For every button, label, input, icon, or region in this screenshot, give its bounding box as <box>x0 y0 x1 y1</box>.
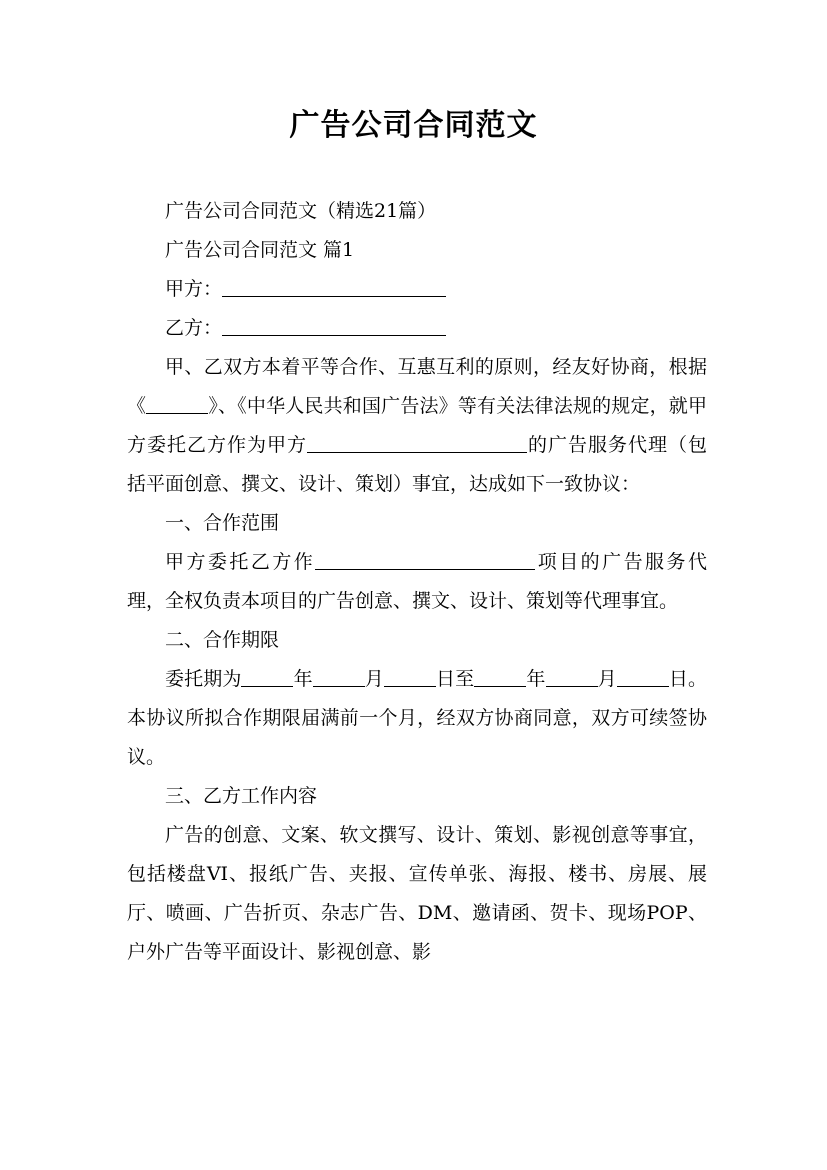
law-name-blank <box>146 394 208 414</box>
chapter-heading: 广告公司合同范文 篇1 <box>165 239 355 261</box>
party-b-line <box>127 309 707 348</box>
agreement-text-a: 甲、乙双方本着平等合作、互惠互利的原则，经友好协商，根据《 <box>127 356 707 417</box>
document-title: 广告公司合同范文 <box>289 108 538 143</box>
party-b-label: 乙方： <box>165 317 223 339</box>
section-2-paragraph <box>127 660 707 777</box>
party-a-line <box>127 270 707 309</box>
document-body <box>127 192 707 972</box>
section-1-project-blank <box>315 550 535 570</box>
section-1-heading: 一、合作范围 <box>165 512 280 534</box>
party-b-blank <box>222 316 446 336</box>
end-day-blank <box>617 667 669 687</box>
agreement-text-c: 的广告服务代理（包括平面创意、撰文、设计、策划）事宜，达成如下一致协议： <box>127 434 707 495</box>
section-1-text-b: 项目的广告服务代理，全权负责本项目的广告创意、撰文、设计、策划等代理事宜。 <box>127 551 707 612</box>
start-day-blank <box>384 667 436 687</box>
end-year-unit: 年 <box>526 668 546 690</box>
term-prefix: 委托期为 <box>165 668 242 690</box>
agreement-paragraph <box>127 348 707 504</box>
start-month-blank <box>313 667 365 687</box>
section-3-paragraph: 广告的创意、文案、软文撰写、设计、策划、影视创意等事宜，包括楼盘VI、报纸广告、夹报、宣传单张、海报、楼书、房展、展厅、喷画、广告折页、杂志广告、DM、邀请函、贺卡、现场POP、户外广告等平面设计、影视创意、影 <box>127 824 707 963</box>
start-year-blank <box>241 667 293 687</box>
section-1-text-a: 甲方委托乙方作 <box>165 551 316 573</box>
party-a-blank <box>222 277 446 297</box>
party-a-label: 甲方： <box>165 278 223 300</box>
project-blank <box>307 433 527 453</box>
day-to-unit: 日至 <box>435 668 475 690</box>
section-1-paragraph <box>127 543 707 621</box>
end-month-blank <box>546 667 598 687</box>
agreement-text-b: 》、《中华人民共和国广告法》等有关法律法规的规定，就甲方委托乙方作为甲方 <box>127 395 707 456</box>
end-year-blank <box>474 667 526 687</box>
end-month-unit: 月 <box>597 668 617 690</box>
term-suffix: 日。本协议所拟合作期限届满前一个月，经双方协商同意，双方可续签协议。 <box>127 668 707 768</box>
intro-line: 广告公司合同范文（精选21篇） <box>165 200 437 222</box>
section-2-heading: 二、合作期限 <box>165 629 280 651</box>
month-unit: 月 <box>364 668 384 690</box>
section-3-heading: 三、乙方工作内容 <box>165 785 318 807</box>
year-unit: 年 <box>293 668 313 690</box>
